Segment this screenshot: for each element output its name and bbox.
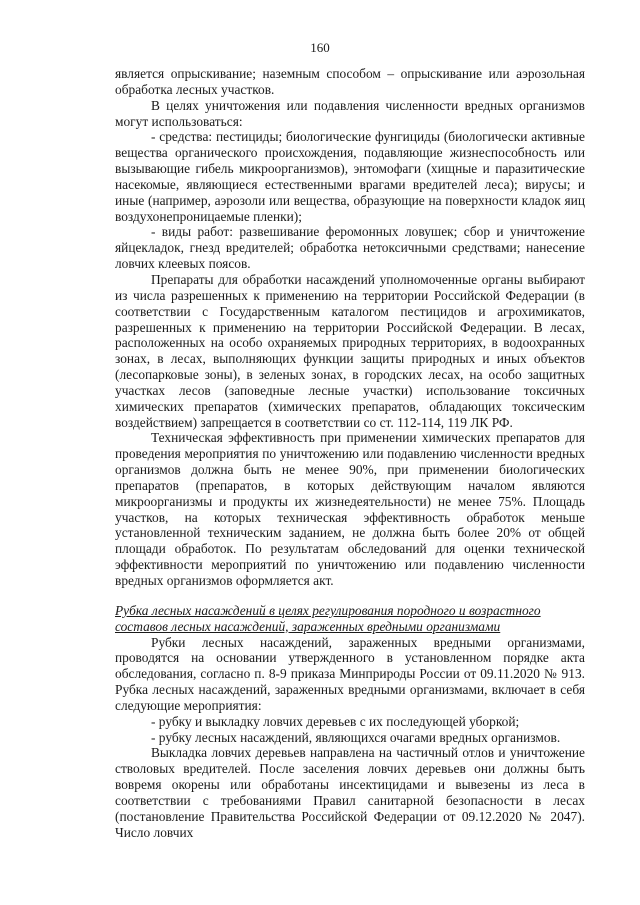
list-item-foci-felling: - рубку лесных насаждений, являющихся очагами вредных организмов. (151, 729, 561, 745)
paragraph-trap-trees: Выкладка ловчих деревьев направлена на частичный отлов и уничтожение стволовых вредителей. После заселения ловчих деревьев они должны быть вовремя окорены или обработаны инсектицидами и вывезены из леса в соответствии с требованиями Правил санитарной безопасности в лесах (постановление Правительства Российской Федерации от 09.12.2020 № 2047). Число ловчих (115, 745, 585, 840)
section-heading: Рубка лесных насаждений в целях регулирования породного и возрастного составов лесных насаждений, зараженных вредными организмами (115, 602, 541, 634)
paragraph-felling-basis: Рубки лесных насаждений, зараженных вредными организмами, проводятся на основании утвержденного в установленном порядке акта обследования, согласно п. 8-9 приказа Минприроды России от 09.11.2020 № 913. Рубка лесных насаждений, зараженных вредными организмами, включает в себя следующие мероприятия: (115, 634, 585, 713)
list-item-means: - средства: пестициды; биологические фунгициды (биологически активные вещества органического происхождения, подавляющие жизнеспособность или вызывающие гибель микроорганизмов), энтомофаги (хищные и паразитические насекомые, являющиеся естественными врагами вредителей леса); вирусы; и иные (например, аэрозоли или вещества, образующие на поверхности кладок яиц воздухонепроницаемые пленки); (115, 129, 585, 224)
paragraph-technical-efficiency: Техническая эффективность при применении химических препаратов для проведения мероприятия по уничтожению или подавлению численности вредных организмов должна быть не менее 90%, при применении биологических препаратов (препаратов, в которых действующим началом являются микроорганизмы и продукты их жизнедеятельности) не менее 75%. Площадь участков, на которых техническая эффективность обработок меньше установленной техническим заданием, не должна быть более 20% от общей площади обработок. По результатам обследований для оценки технической эффективности мероприятий по уничтожению или подавлению численности вредных организмов оформляется акт. (115, 430, 585, 588)
list-item-trap-trees: - рубку и выкладку ловчих деревьев с их последующей уборкой; (151, 713, 520, 729)
paragraph-intro-means: В целях уничтожения или подавления численности вредных организмов могут использоваться: (115, 97, 585, 129)
paragraph-spraying-method: является опрыскивание; наземным способом – опрыскивание или аэрозольная обработка лесных участков. (115, 66, 585, 97)
page-number: 160 (310, 40, 330, 55)
list-item-work-types: - виды работ: развешивание феромонных ловушек; сбор и уничтожение яйцекладок, гнезд вредителей; обработка нетоксичными средствами; нанесение ловчих клеевых поясов. (115, 224, 585, 272)
document-body (115, 66, 585, 841)
paragraph-preparations: Препараты для обработки насаждений уполномоченные органы выбирают из числа разрешенных к применению на территории Российской Федерации (в соответствии с Государственным каталогом пестицидов и агрохимикатов, разрешенных к применению на территории Российской Федерации. В лесах, расположенных на особо охраняемых природных территориях, в водоохранных зонах, в лесах, выполняющих функции защиты природных и иных объектов (лесопарковые зоны), в зеленых зонах, в городских лесах, на особо защитных участках лесов (заповедные лесные участки) использование токсичных химических препаратов (химических препаратов, обладающих токсическим воздействием) запрещается в соответствии со ст. 112-114, 119 ЛК РФ. (115, 271, 585, 430)
